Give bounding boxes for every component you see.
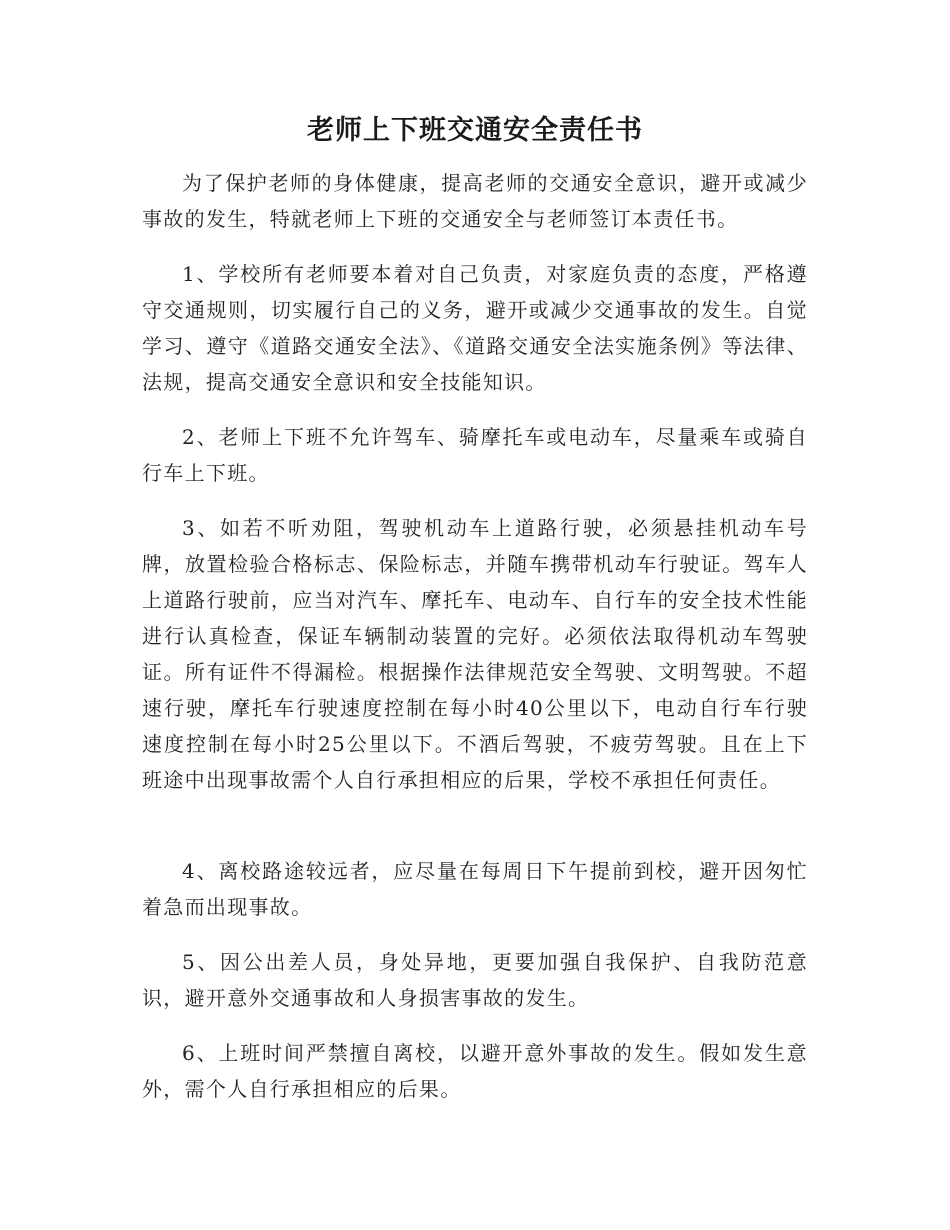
clause-1-paragraph: 1、学校所有老师要本着对自己负责，对家庭负责的态度，严格遵守交通规则，切实履行自己的义务，避开或减少交通事故的发生。自觉学习、遵守《道路交通安全法》、《道路交通安全法实施条例》等法律、法规，提高交通安全意识和安全技能知识。 xyxy=(142,262,808,394)
document-title: 老师上下班交通安全责任书 xyxy=(307,115,643,146)
clause-6-paragraph: 6、上班时间严禁擅自离校，以避开意外事故的发生。假如发生意外，需个人自行承担相应的后果。 xyxy=(142,1041,808,1101)
clause-3-paragraph: 3、如若不听劝阻，驾驶机动车上道路行驶，必须悬挂机动车号牌，放置检验合格标志、保险标志，并随车携带机动车行驶证。驾车人上道路行驶前，应当对汽车、摩托车、电动车、自行车的安全技术性能进行认真检查，保证车辆制动装置的完好。必须依法取得机动车驾驶证。所有证件不得漏检。根据操作法律规范安全驾驶、文明驾驶。不超速行驶，摩托车行驶速度控制在每小时40公里以下，电动自行车行驶速度控制在每小时25公里以下。不酒后驾驶，不疲劳驾驶。且在上下班途中出现事故需个人自行承担相应的后果，学校不承担任何责任。 xyxy=(142,516,808,792)
clause-4-paragraph: 4、离校路途较远者，应尽量在每周日下午提前到校，避开因匆忙着急而出现事故。 xyxy=(142,859,808,919)
clause-2-paragraph: 2、老师上下班不允许驾车、骑摩托车或电动车，尽量乘车或骑自行车上下班。 xyxy=(142,425,808,485)
clause-5-paragraph: 5、因公出差人员，身处异地，更要加强自我保护、自我防范意识，避开意外交通事故和人身损害事故的发生。 xyxy=(142,950,808,1010)
intro-paragraph: 为了保护老师的身体健康，提高老师的交通安全意识，避开或减少事故的发生，特就老师上下班的交通安全与老师签订本责任书。 xyxy=(142,171,808,231)
